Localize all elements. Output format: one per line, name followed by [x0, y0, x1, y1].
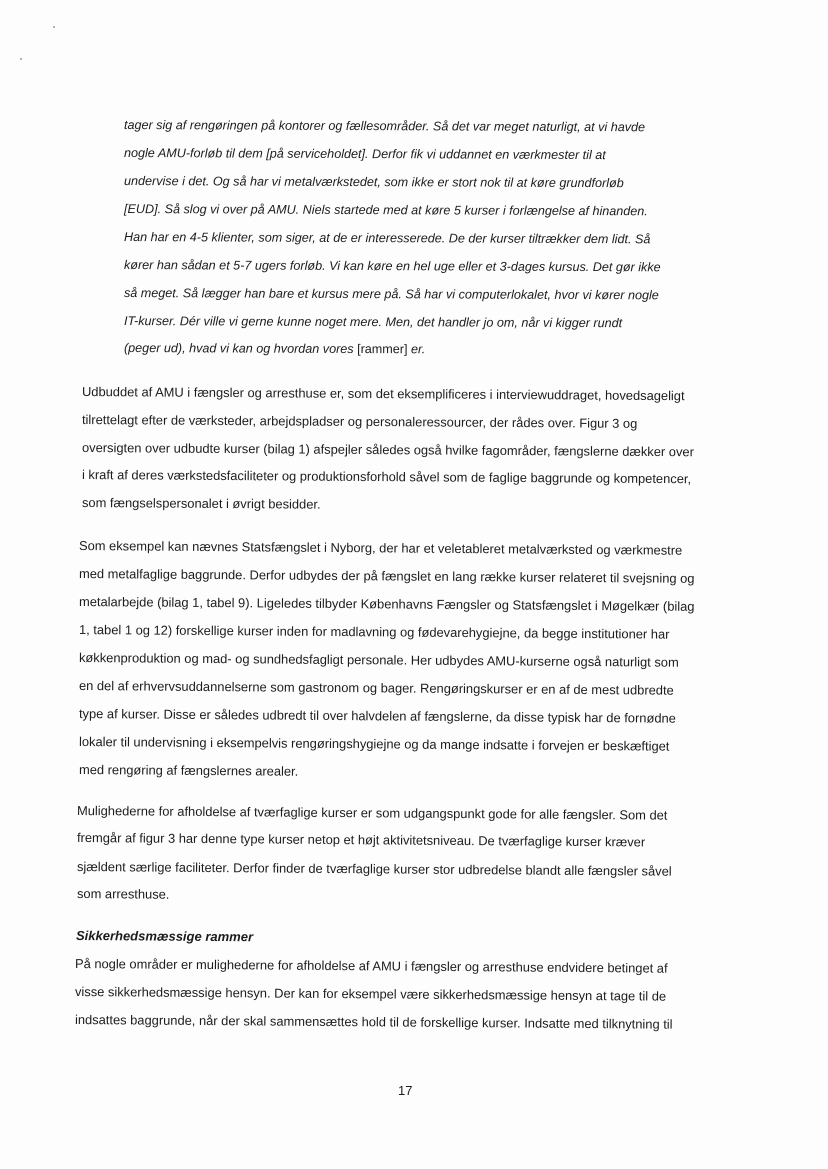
body-line: type af kurser. Disse er således udbredt til over halvdelen af fængslerne, da disse typisk har de fornødne [78, 706, 676, 726]
body-line: 1, tabel 1 og 12) forskellige kurser inden for madlavning og fødevarehygiejne, da begge institutioner har [78, 622, 670, 642]
body-line: med rengøring af fængslernes arealer. [78, 762, 299, 779]
body-line: Udbuddet af AMU i fængsler og arresthuse er, som det eksemplificeres i interviewuddraget, hovedsageligt [81, 384, 685, 404]
quote-line: IT-kurser. Dér ville vi gerne kunne noget mere. Men, det handler jo om, når vi kigger rundt [123, 314, 623, 331]
quote-line: tager sig af rengøringen på kontorer og fællesområder. Så det var meget naturligt, at vi havde [123, 118, 646, 135]
body-line: i kraft af deres værkstedsfaciliteter og produktionsforhold såvel som de faglige baggrunde og kompetencer, [81, 467, 692, 487]
body-line: køkkenproduktion og mad- og sundhedsfagligt personale. Her udbydes AMU-kurserne også naturligt som [78, 650, 679, 670]
body-line: fremgår af figur 3 har denne type kurser netop et højt aktivitetsniveau. De tværfaglige kurser kræver [76, 830, 646, 850]
quote-line: nogle AMU-forløb til dem [på serviceholdet]. Derfor fik vi uddannet en værkmester til at [123, 146, 606, 163]
page-number: 17 [398, 1083, 413, 1098]
body-line: tilrettelagt efter de værksteder, arbejdspladser og personaleressourcer, der rådes over. Figur 3 og [81, 412, 638, 431]
scan-speck [53, 26, 55, 28]
quote-line: undervise i det. Og så har vi metalværkstedet, som ikke er stort nok til at køre grundforløb [123, 174, 624, 191]
quote-line: så meget. Så lægger han bare et kursus mere på. Så har vi computerlokalet, hvor vi kører nogle [123, 286, 659, 303]
body-line: med metalfaglige baggrunde. Derfor udbydes der på fængslet en lang række kurser relateret til svejsning og [78, 566, 695, 586]
body-line: som fængselspersonalet i øvrigt besidder. [81, 495, 321, 512]
body-line: indsattes baggrunde, når der skal sammensættes hold til de forskellige kurser. Indsatte med tilknytning til [74, 1012, 673, 1032]
quote-line: kører han sådan et 5-7 ugers forløb. Vi kan køre en hel uge eller et 3-dages kursus. Det gør ikke [123, 258, 661, 275]
body-line: Som eksempel kan nævnes Statsfængslet i Nyborg, der har et veletableret metalværksted og værkmestre [78, 538, 683, 558]
scan-speck [20, 58, 22, 60]
body-line: som arresthuse. [76, 886, 170, 902]
section-heading: Sikkerhedsmæssige rammer [75, 928, 254, 945]
body-line: oversigten over udbudte kurser (bilag 1) afspejler således også hvilke fagområder, fængslerne dækker over [81, 440, 694, 460]
body-line: Mulighederne for afholdelse af tværfaglige kurser er som udgangspunkt gode for alle fængsler. Som det [76, 803, 668, 823]
body-line: visse sikkerhedsmæssige hensyn. Der kan for eksempel være sikkerhedsmæssige hensyn at tage til de [74, 984, 667, 1004]
quote-line-end: er. [407, 342, 426, 357]
body-line: en del af erhvervsuddannelserne som gastronom og bager. Rengøringskurser er en af de mest udbredte [78, 678, 674, 698]
body-line: sjældent særlige faciliteter. Derfor finder de tværfaglige kurser stor udbredelse blandt alle fængsler såvel [76, 859, 672, 879]
body-line: metalarbejde (bilag 1, tabel 9). Ligeledes tilbyder Københavns Fængsler og Statsfængslet i Møgelkær (bilag [78, 594, 695, 614]
body-line: lokaler til undervisning i eksempelvis rengøringshygiejne og da mange indsatte i forvejen er beskæftiget [78, 734, 670, 754]
quote-line-text: (peger ud), hvad vi kan og hvordan vores [123, 341, 358, 357]
quote-bracket-term: [rammer] [357, 342, 408, 357]
quote-line: Han har en 4-5 klienter, som siger, at de er interesserede. De der kurser tiltrækker dem lidt. Så [123, 230, 651, 247]
quote-line: [EUD]. Så slog vi over på AMU. Niels startede med at køre 5 kurser i forlængelse af hinanden. [123, 202, 648, 219]
body-line: På nogle områder er mulighederne for afholdelse af AMU i fængsler og arresthuse endvidere betinget af [74, 956, 668, 976]
quote-line [124, 339, 425, 358]
